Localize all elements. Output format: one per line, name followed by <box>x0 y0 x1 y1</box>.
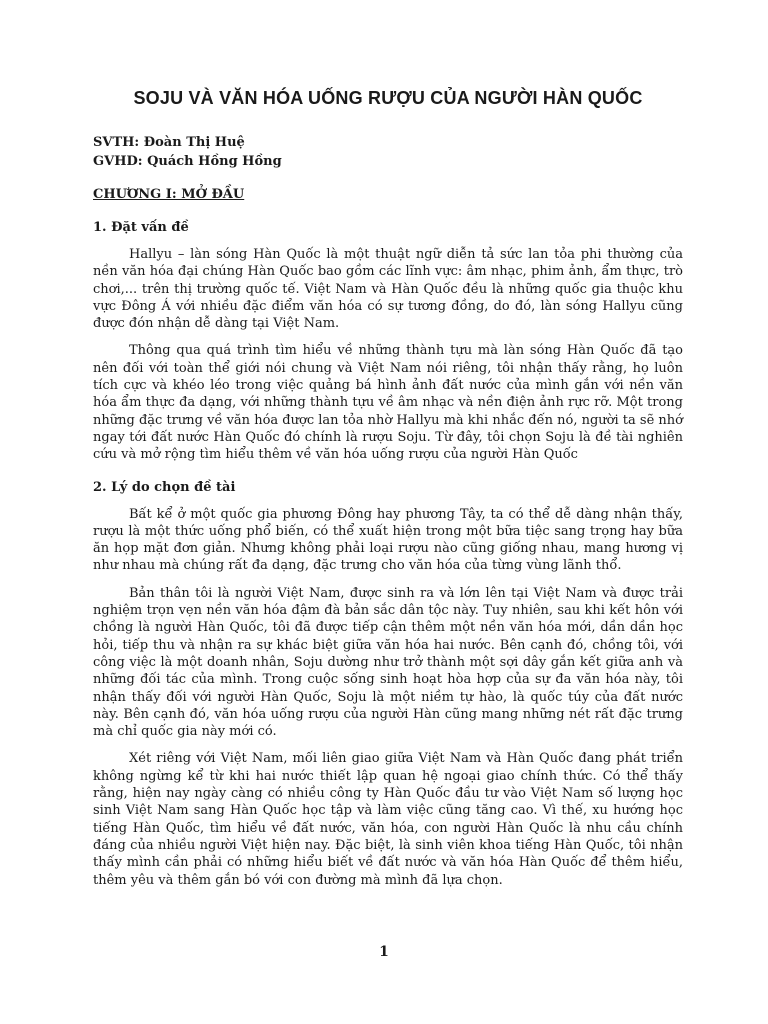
page-number: 1 <box>379 944 389 960</box>
student-name: SVTH: Đoàn Thị Huệ <box>93 135 245 150</box>
paragraph: Bản thân tôi là người Việt Nam, được sinh ra và lớn lên tại Việt Nam và được trải nghiệm trọn vẹn nền văn hóa đậm đà bản sắc dân tộc này. Tuy nhiên, sau khi kết hôn với chồng là người Hàn Quốc, tôi đã được tiếp cận thêm một nền văn hóa mới, dần dần học hỏi, tiếp thu và nhận ra sự khác biệt giữa văn hóa hai nước. Bên cạnh đó, chồng tôi, với công việc là một doanh nhân, Soju dường như trở thành một sợi dây gắn kết giữa anh và những đối tác của mình. Trong cuộc sống sinh hoạt hòa hợp của sự đa văn hóa này, tôi nhận thấy đối với người Hàn Quốc, Soju là một niềm tự hào, là quốc túy của đất nước này. Bên cạnh đó, văn hóa uống rượu của người Hàn cũng mang những nét rất đặc trưng mà chỉ quốc gia này mới có. <box>93 585 683 740</box>
document-page <box>93 88 683 899</box>
document-title: SOJU VÀ VĂN HÓA UỐNG RƯỢU CỦA NGƯỜI HÀN QUỐC <box>133 88 643 108</box>
chapter-heading: CHƯƠNG I: MỞ ĐẦU <box>93 187 245 202</box>
paragraph: Bất kể ở một quốc gia phương Đông hay phương Tây, ta có thể dễ dàng nhận thấy, rượu là một thức uống phổ biến, có thể xuất hiện trong một bữa tiệc sang trọng hay bữa ăn họp mặt đơn giản. Nhưng không phải loại rượu nào cũng giống nhau, mang hương vị như nhau mà chúng rất đa dạng, đặc trưng cho văn hóa của từng vùng lãnh thổ. <box>93 506 683 574</box>
section-2 <box>93 478 683 889</box>
paragraph: Hallyu – làn sóng Hàn Quốc là một thuật ngữ diễn tả sức lan tỏa phi thường của nền văn hóa đại chúng Hàn Quốc bao gồm các lĩnh vực: âm nhạc, phim ảnh, ẩm thực, trò chơi,... trên thị trường quốc tế. Việt Nam và Hàn Quốc đều là những quốc gia thuộc khu vực Đông Á với nhiều đặc điểm văn hóa có sự tương đồng, do đó, làn sóng Hallyu cũng được đón nhận dễ dàng tại Việt Nam. <box>93 247 683 332</box>
paragraph: Xét riêng với Việt Nam, mối liên giao giữa Việt Nam và Hàn Quốc đang phát triển không ngừng kể từ khi hai nước thiết lập quan hệ ngoại giao chính thức. Có thể thấy rằng, hiện nay ngày càng có nhiều công ty Hàn Quốc đầu tư vào Việt Nam số lượng học sinh Việt Nam sang Hàn Quốc học tập và làm việc cũng tăng cao. Vì thế, xu hướng học tiếng Hàn Quốc, tìm hiểu về đất nước, văn hóa, con người Hàn Quốc là nhu cầu chính đáng của nhiều người Việt hiện nay. Đặc biệt, là sinh viên khoa tiếng Hàn Quốc, tôi nhận thấy mình cần phải có những hiểu biết về đất nước và văn hóa Hàn Quốc để thêm hiểu, thêm yêu và thêm gắn bó với con đường mà mình đã lựa chọn. <box>93 751 683 888</box>
section-heading: 1. Đặt vấn đề <box>93 220 189 235</box>
section-1 <box>93 218 683 464</box>
section-heading: 2. Lý do chọn đề tài <box>93 479 236 495</box>
advisor-name: GVHD: Quách Hồng Hồng <box>93 154 282 169</box>
paragraph: Thông qua quá trình tìm hiểu về những thành tựu mà làn sóng Hàn Quốc đã tạo nên đối với toàn thể giới nói chung và Việt Nam nói riêng, tôi nhận thấy rằng, họ luôn tích cực và khéo léo trong việc quảng bá hình ảnh đất nước của mình gắn với nền văn hóa ẩm thực đa dạng, với những thành tựu về âm nhạc và nền điện ảnh rực rỡ. Một trong những đặc trưng về văn hóa được lan tỏa nhờ Hallyu mà khi nhắc đến nó, người ta sẽ nhớ ngay tới đất nước Hàn Quốc đó chính là rượu Soju. Từ đây, tôi chọn Soju là đề tài nghiên cứu và mở rộng tìm hiểu thêm về văn hóa uống rượu của người Hàn Quốc <box>93 343 683 463</box>
